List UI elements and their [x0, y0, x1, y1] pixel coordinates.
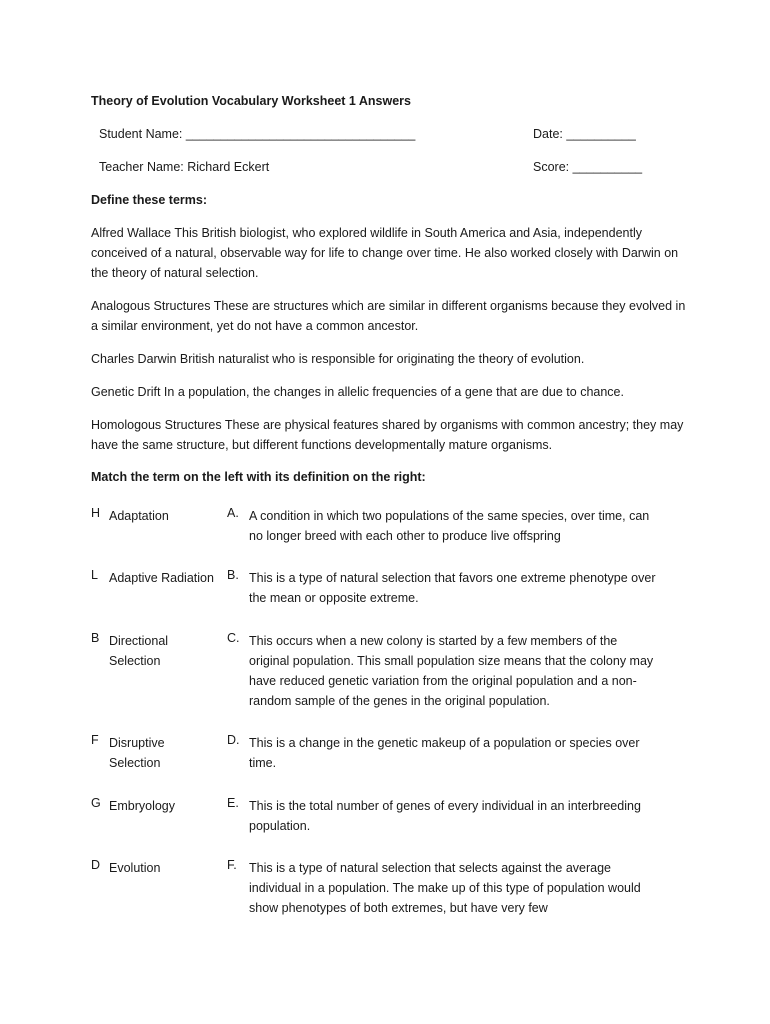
match-answer: F [91, 733, 99, 747]
match-term: Embryology [109, 799, 175, 813]
match-definition: This occurs when a new colony is started by a few members of the original population. This small population size means that the colony may have reduced genetic variation from the original population and a non-random sample of the genes in the original population. [249, 634, 654, 708]
match-letter: E. [227, 796, 239, 810]
match-answer: L [91, 568, 98, 582]
match-answer: B [91, 631, 100, 645]
match-term: Evolution [109, 861, 161, 875]
score-field: Score: __________ [533, 160, 643, 174]
match-definition: This is a type of natural selection that selects against the average individual in a population. The make up of this type of population would show phenotypes of both extremes, but have very few [249, 861, 641, 915]
match-definition: This is a change in the genetic makeup of a population or species over time. [249, 736, 640, 770]
match-letter: B. [227, 568, 239, 582]
match-term: Directional Selection [109, 634, 169, 668]
match-term: Disruptive Selection [109, 736, 165, 770]
date-field: Date: __________ [533, 127, 636, 141]
match-term: Adaptive Radiation [109, 571, 214, 585]
student-name-field: Student Name: _________________________________ [99, 127, 416, 141]
teacher-name-field: Teacher Name: Richard Eckert [99, 160, 270, 174]
definition-paragraph: Genetic Drift In a population, the changes in allelic frequencies of a gene that are due to chance. [91, 385, 624, 399]
definition-paragraph: Analogous Structures These are structures which are similar in different organisms because they evolved in a similar environment, yet do not have a common ancestor. [91, 299, 686, 333]
match-letter: D. [227, 733, 240, 747]
page-title: Theory of Evolution Vocabulary Worksheet 1 Answers [91, 94, 411, 108]
define-heading: Define these terms: [91, 193, 208, 207]
match-definition: This is a type of natural selection that favors one extreme phenotype over the mean or opposite extreme. [249, 571, 656, 605]
match-definition: A condition in which two populations of the same species, over time, can no longer breed with each other to produce live offspring [249, 509, 650, 543]
match-letter: C. [227, 631, 240, 645]
definition-paragraph: Alfred Wallace This British biologist, who explored wildlife in South America and Asia, independently conceived of a natural, observable way for life to change over time. He also worked closely with Darwin on the theory of natural selection. [91, 226, 679, 280]
match-definition: This is the total number of genes of every individual in an interbreeding population. [249, 799, 641, 833]
definition-paragraph: Homologous Structures These are physical features shared by organisms with common ancestry; they may have the same structure, but different functions developmentally mature organisms. [91, 418, 684, 452]
match-answer: D [91, 858, 101, 872]
match-heading: Match the term on the left with its definition on the right: [91, 470, 426, 484]
match-letter: F. [227, 858, 237, 872]
match-answer: H [91, 506, 101, 520]
match-term: Adaptation [109, 509, 169, 523]
definition-paragraph: Charles Darwin British naturalist who is responsible for originating the theory of evolution. [91, 352, 585, 366]
match-letter: A. [227, 506, 239, 520]
match-answer: G [91, 796, 101, 810]
